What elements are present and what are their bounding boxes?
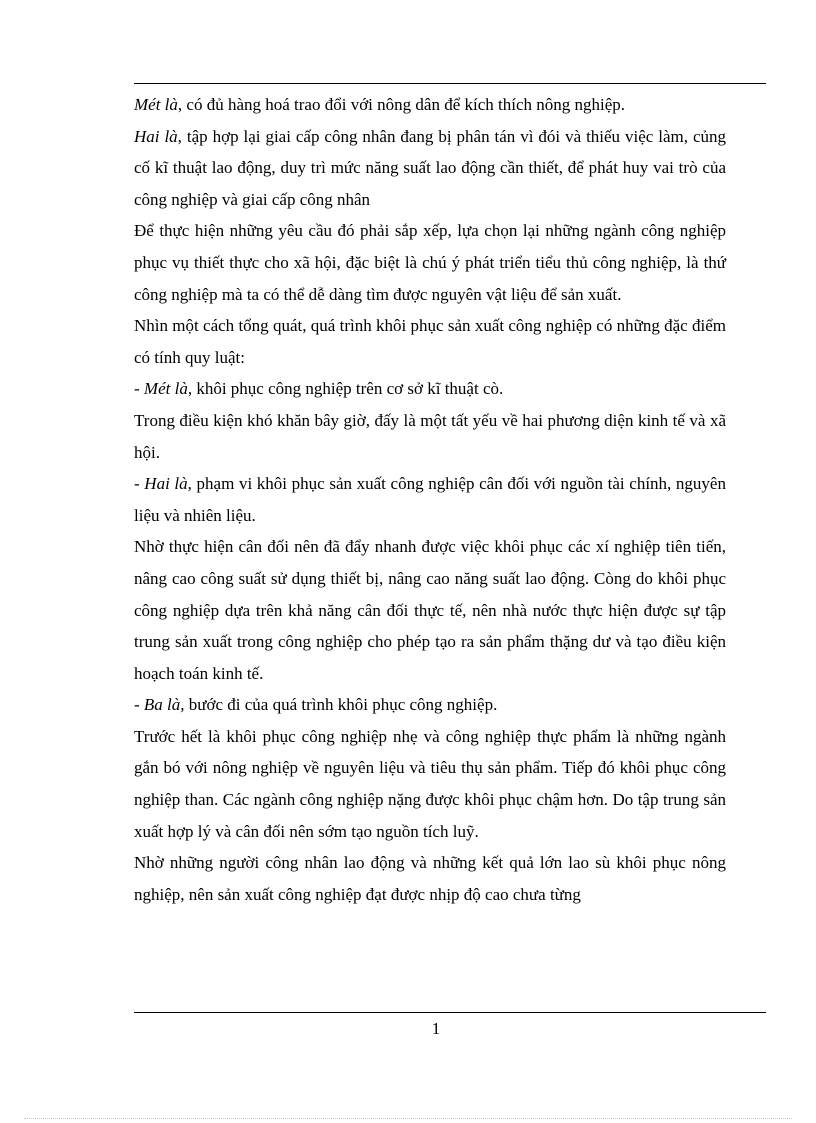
paragraph <box>134 847 726 910</box>
paragraph-emphasis: Mét là, <box>143 379 193 399</box>
paragraph-emphasis: Hai là <box>144 474 188 494</box>
paragraph-text: , phạm vi khôi phục sản xuất công nghiệp cân đối với nguồn tài chính, nguyên liệu và nhiên liệu. <box>134 474 726 525</box>
paragraph-prefix: - <box>134 695 144 715</box>
paragraph-emphasis: Hai là <box>134 126 178 146</box>
paragraph-text: Để thực hiện những yêu cầu đó phải sắp xếp, lựa chọn lại những ngành công nghiệp phục vụ thiết thực cho xã hội, đặc biệt là chú ý phát triển tiểu thủ công nghiệp, là thứ công nghiệp mà ta có thể dễ dàng tìm được nguyên vật liệu để sản xuất. <box>134 221 726 304</box>
paragraph <box>134 121 726 216</box>
footer-rule <box>134 1012 766 1013</box>
paragraph <box>134 689 726 721</box>
paragraph <box>134 468 726 531</box>
paragraph-text: , có đủ hàng hoá trao đổi với nông dân để kích thích nông nghiệp. <box>177 95 626 114</box>
paragraph <box>134 405 726 468</box>
paragraph <box>134 215 726 310</box>
page-number: 1 <box>431 1019 441 1038</box>
paragraph <box>134 721 726 847</box>
paragraph <box>134 373 726 405</box>
paragraph <box>134 310 726 373</box>
page-body <box>134 89 726 910</box>
paragraph-text: Nhìn một cách tổng quát, quá trình khôi phục sản xuất công nghiệp có những đặc điểm có tính quy luật: <box>134 316 726 367</box>
paragraph-text: bước đi của quá trình khôi phục công nghiệp. <box>184 695 498 715</box>
paragraph <box>134 531 726 689</box>
paragraph-text: khôi phục công nghiệp trên cơ sở kĩ thuật cò. <box>192 379 504 399</box>
paragraph-text: , tập hợp lại giai cấp công nhân đang bị phân tán vì đói và thiếu việc làm, củng cố kĩ thuật lao động, duy trì mức năng suất lao động cần thiết, để phát huy vai trò của công nghiệp và giai cấp công nhân <box>134 126 726 209</box>
paragraph-prefix: - <box>134 379 144 399</box>
paragraph-text: Nhờ thực hiện cân đối nên đã đẩy nhanh được việc khôi phục các xí nghiệp tiên tiến, nâng cao công suất sử dụng thiết bị, nâng cao năng suất lao động. Còng do khôi phục công nghiệp dựa trên khả năng cân đối thực tế, nên nhà nước thực hiện được sự tập trung sản xuất trong công nghiệp cho phép tạo ra sản phẩm thặng dư và tạo điều kiện hoạch toán kinh tế. <box>134 537 726 683</box>
paragraph <box>134 89 726 121</box>
paragraph-text: Trước hết là khôi phục công nghiệp nhẹ và công nghiệp thực phẩm là những ngành gắn bó với nông nghiệp về nguyên liệu và tiêu thụ sản phẩm. Tiếp đó khôi phục công nghiệp than. Các ngành công nghiệp nặng được khôi phục chậm hơn. Do tập trung sản xuất hợp lý và cân đối nên sớm tạo nguồn tích luỹ. <box>134 726 726 841</box>
header-rule <box>134 83 766 84</box>
paragraph-text: Trong điều kiện khó khăn bây giờ, đấy là một tất yếu về hai phương diện kinh tế và xã hội. <box>134 410 726 462</box>
paragraph-emphasis: Mét là <box>134 95 178 114</box>
page-edge-dotted-line <box>24 1118 792 1119</box>
paragraph-emphasis: Ba là, <box>143 695 185 715</box>
paragraph-text: Nhờ những người công nhân lao động và những kết quả lớn lao sù khôi phục nông nghiệp, nên sản xuất công nghiệp đạt được nhịp độ cao chưa từng <box>134 853 726 904</box>
paragraph-prefix: - <box>134 474 145 494</box>
